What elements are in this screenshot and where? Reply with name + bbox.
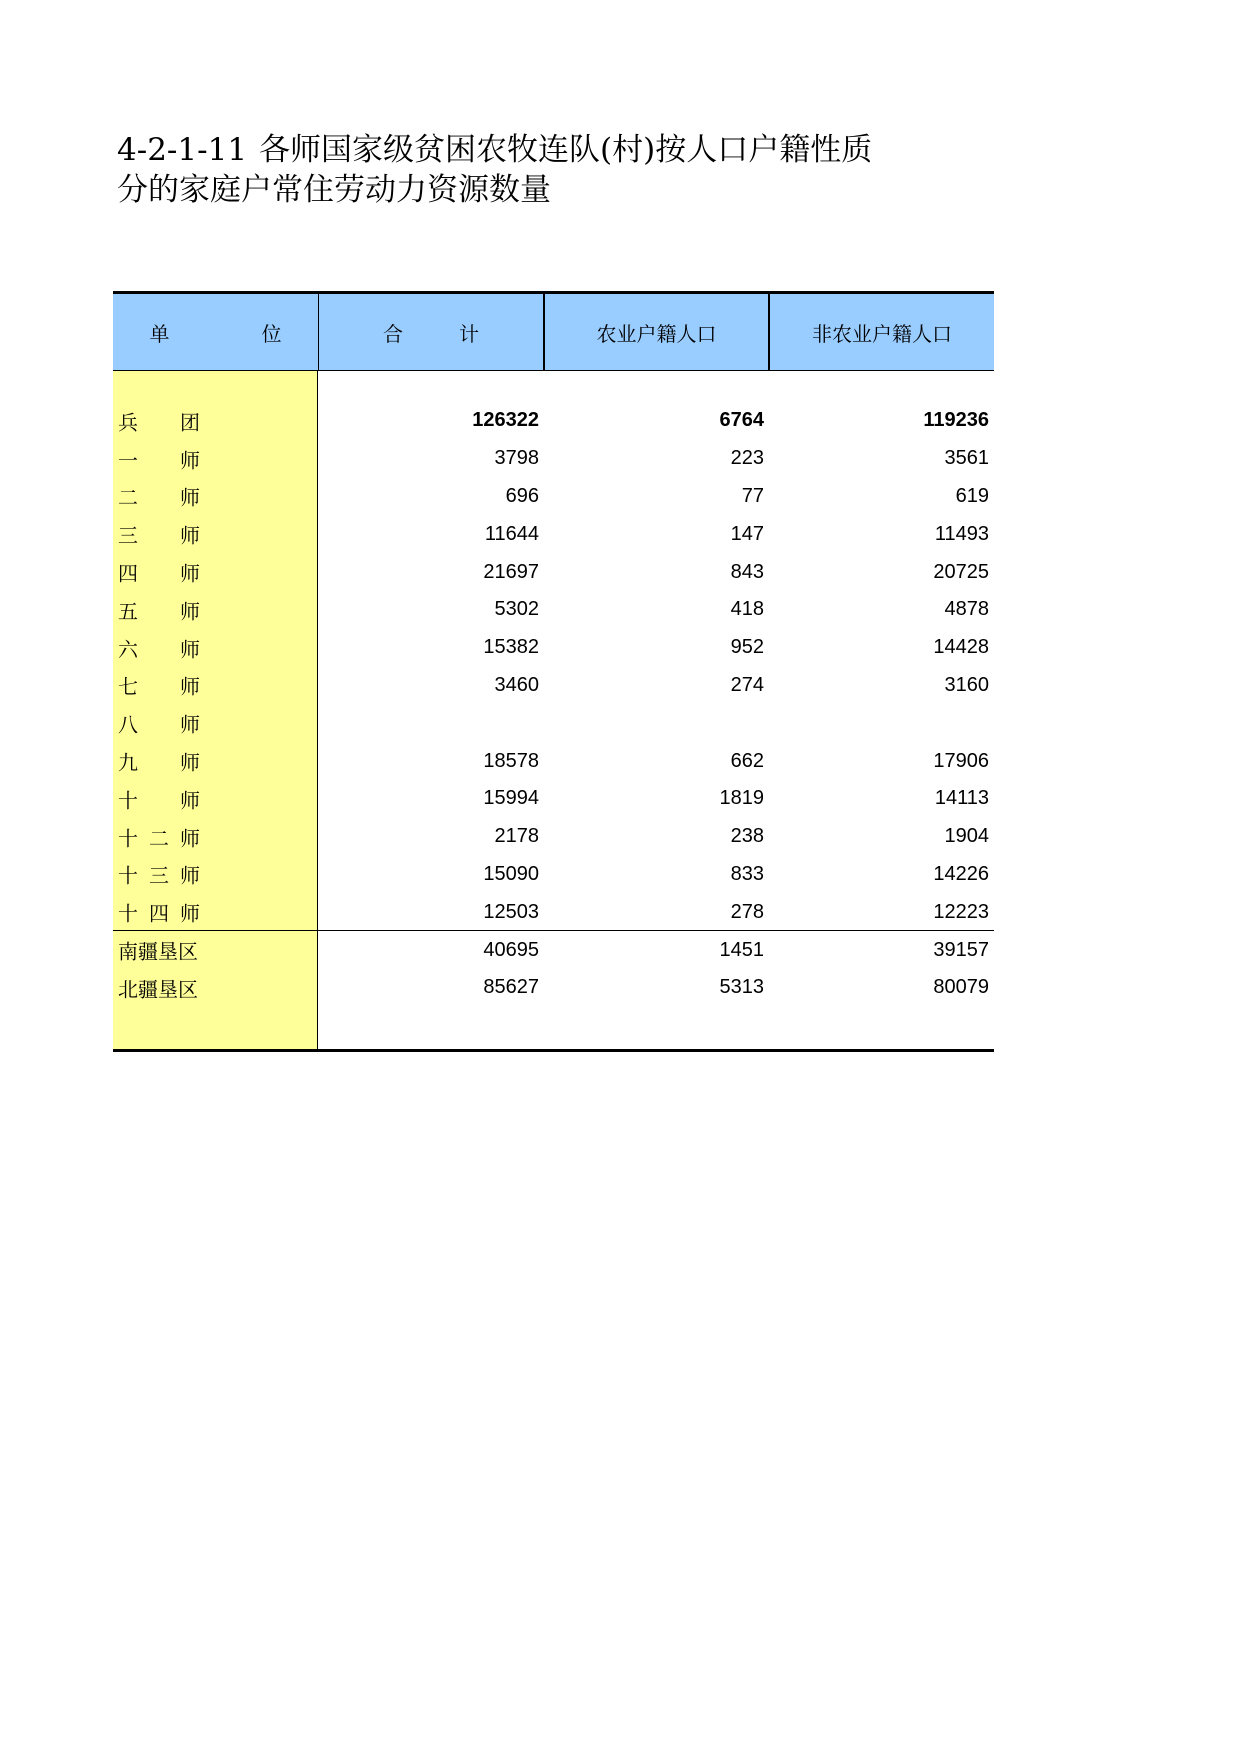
cell-nonagri: 14113	[934, 787, 989, 810]
table-row	[113, 969, 994, 1007]
cell-agri: 418	[730, 598, 764, 621]
table-row	[113, 893, 994, 931]
table-row	[113, 440, 994, 478]
cell-agri: 952	[730, 636, 764, 659]
cell-nonagri: 619	[955, 484, 989, 507]
table-row	[113, 856, 994, 894]
row-label-part: 六	[118, 637, 138, 662]
cell-agri: 147	[730, 522, 764, 545]
table-row	[113, 818, 994, 856]
title-line-1	[117, 130, 937, 170]
row-label-part: 十	[118, 863, 138, 888]
cell-nonagri: 3160	[944, 673, 989, 696]
table-row	[113, 629, 994, 667]
cell-nonagri	[768, 704, 989, 742]
header-total	[318, 294, 543, 370]
cell-agri: 833	[730, 862, 764, 885]
header-nonagri	[768, 294, 994, 370]
cell-agri: 662	[730, 749, 764, 772]
cell-agri: 238	[730, 825, 764, 848]
table-row	[113, 742, 994, 780]
row-label-part: 师	[180, 599, 200, 624]
cell-total: 15090	[483, 862, 539, 885]
table-bottom-rule	[113, 1049, 994, 1052]
row-label-part: 师	[180, 901, 200, 926]
cell-nonagri: 12223	[933, 900, 989, 923]
row-label-part: 北疆垦区	[118, 977, 198, 1002]
row-label-part: 师	[180, 826, 200, 851]
table-number: 4-2-1-11	[117, 132, 248, 168]
cell-nonagri: 20725	[933, 560, 989, 583]
cell-agri: 274	[730, 673, 764, 696]
cell-agri: 1819	[719, 787, 764, 810]
header-agri	[543, 294, 768, 370]
row-label-part: 南疆垦区	[118, 939, 198, 964]
cell-total	[318, 704, 539, 742]
cell-total: 15994	[483, 787, 539, 810]
cell-nonagri: 119236	[923, 409, 989, 432]
title-text-1: 各师国家级贫困农牧连队(村)按人口户籍性质	[259, 132, 873, 168]
cell-total: 696	[505, 484, 539, 507]
data-table	[113, 291, 994, 1052]
cell-nonagri: 39157	[933, 938, 989, 961]
cell-total: 21697	[483, 560, 539, 583]
table-header	[113, 294, 994, 371]
cell-nonagri: 17906	[933, 749, 989, 772]
cell-agri: 5313	[719, 976, 764, 999]
row-label-part: 师	[180, 523, 200, 548]
row-label-part: 八	[118, 712, 138, 737]
table-row	[113, 931, 994, 969]
cell-total: 2178	[494, 825, 539, 848]
row-label-part: 二	[118, 485, 138, 510]
cell-total: 11644	[484, 522, 539, 545]
row-label-part: 四	[118, 561, 138, 586]
row-label-part: 师	[180, 750, 200, 775]
row-label-part: 二	[149, 826, 169, 851]
header-unit	[113, 294, 318, 370]
row-label-part: 师	[180, 712, 200, 737]
table-row	[113, 478, 994, 516]
row-label-part: 十	[118, 788, 138, 813]
table-row	[113, 704, 994, 742]
row-label-part: 十	[118, 826, 138, 851]
table-row	[113, 402, 994, 440]
row-label-part: 师	[180, 637, 200, 662]
title-line-2: 分的家庭户常住劳动力资源数量	[117, 172, 551, 208]
cell-nonagri: 3561	[944, 447, 989, 470]
row-label-part: 师	[180, 863, 200, 888]
table-row	[113, 591, 994, 629]
cell-agri: 6764	[719, 409, 764, 432]
cell-nonagri: 11493	[934, 522, 989, 545]
row-label-part: 七	[118, 674, 138, 699]
row-label-part: 师	[180, 448, 200, 473]
cell-nonagri: 4878	[944, 598, 989, 621]
cell-agri: 843	[730, 560, 764, 583]
cell-agri	[543, 704, 764, 742]
row-label-part: 一	[118, 448, 138, 473]
row-label-part: 师	[180, 485, 200, 510]
page-title	[117, 130, 937, 210]
table-row	[113, 667, 994, 705]
cell-total: 18578	[483, 749, 539, 772]
row-label-part: 九	[118, 750, 138, 775]
row-label-part: 师	[180, 561, 200, 586]
cell-total: 85627	[483, 976, 539, 999]
cell-agri: 77	[741, 484, 764, 507]
row-label-part: 三	[149, 863, 169, 888]
header-unit-label: 单 位	[149, 321, 318, 346]
row-label-part: 十	[118, 901, 138, 926]
header-total-label: 合 计	[383, 321, 497, 346]
cell-total: 3460	[494, 673, 539, 696]
cell-total: 5302	[494, 598, 539, 621]
header-agri-label: 农业户籍人口	[596, 321, 717, 346]
cell-total: 12503	[483, 900, 539, 923]
table-row	[113, 780, 994, 818]
cell-agri: 223	[730, 447, 764, 470]
table-row	[113, 515, 994, 553]
cell-total: 15382	[483, 636, 539, 659]
row-label-part: 师	[180, 788, 200, 813]
cell-agri: 1451	[719, 938, 764, 961]
row-label-part: 兵	[118, 410, 138, 435]
row-label-part: 团	[180, 410, 200, 435]
cell-total: 3798	[494, 447, 539, 470]
cell-nonagri: 80079	[933, 976, 989, 999]
cell-total: 126322	[472, 409, 539, 432]
cell-total: 40695	[483, 938, 539, 961]
cell-nonagri: 1904	[944, 825, 989, 848]
table-row	[113, 553, 994, 591]
row-label-part: 师	[180, 674, 200, 699]
row-label-part: 四	[149, 901, 169, 926]
row-label-part: 五	[118, 599, 138, 624]
cell-nonagri: 14428	[933, 636, 989, 659]
row-label-part: 三	[118, 523, 138, 548]
header-nonagri-label: 非农业户籍人口	[812, 321, 952, 346]
cell-nonagri: 14226	[933, 862, 989, 885]
cell-agri: 278	[730, 900, 764, 923]
